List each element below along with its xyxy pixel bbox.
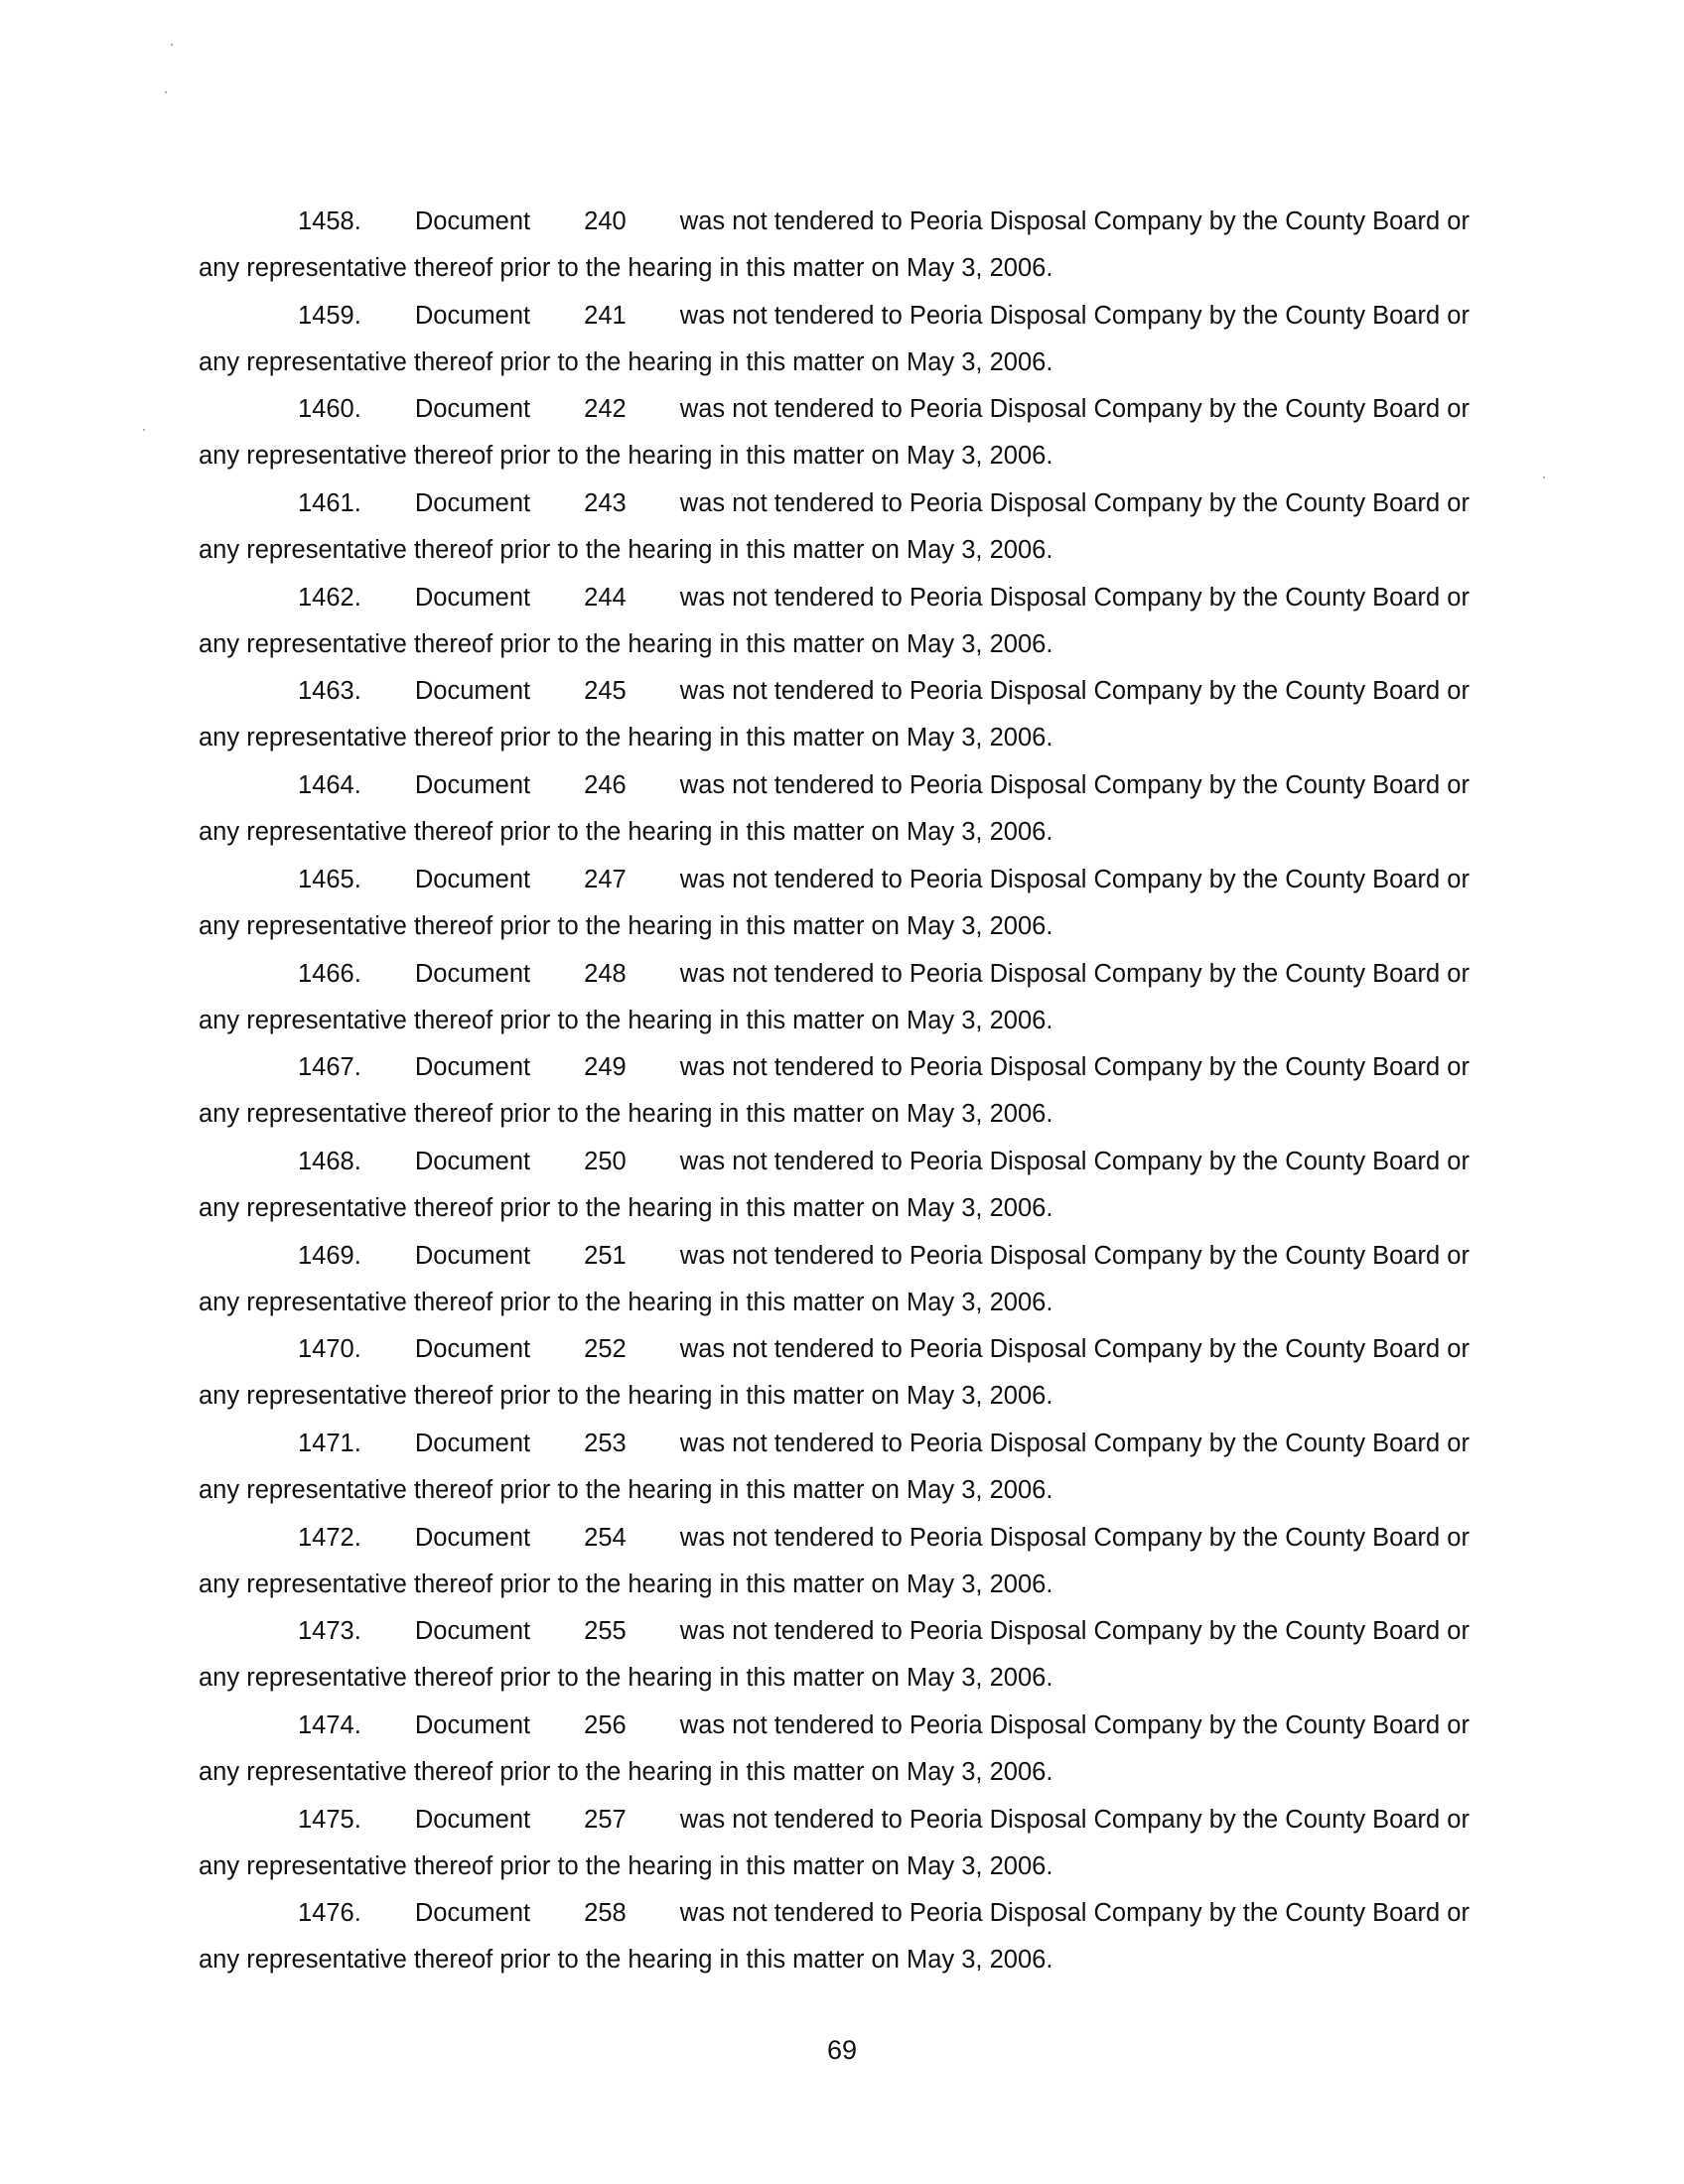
document-word: Document	[414, 959, 531, 988]
statement-text: was not tendered to Peoria Disposal Company by the County Board or	[679, 1617, 1470, 1646]
paragraph-number: 1472.	[298, 1523, 361, 1552]
statement-text: was not tendered to Peoria Disposal Company by the County Board or	[679, 1241, 1470, 1270]
paragraph-continuation: any representative thereof prior to the hearing in this matter on May 3, 2006.	[199, 1475, 1053, 1504]
numbered-paragraph	[199, 668, 1470, 762]
paragraph-number: 1462.	[298, 583, 361, 612]
document-number: 244	[584, 583, 627, 612]
document-number: 245	[584, 677, 627, 706]
numbered-paragraph	[199, 1703, 1470, 1797]
paragraph-continuation: any representative thereof prior to the hearing in this matter on May 3, 2006.	[199, 629, 1053, 658]
paragraph-continuation: any representative thereof prior to the hearing in this matter on May 3, 2006.	[199, 911, 1053, 940]
paragraph-first-line	[199, 951, 1470, 998]
document-number: 255	[584, 1617, 627, 1646]
paragraph-first-line	[199, 668, 1470, 715]
statement-text: was not tendered to Peoria Disposal Company by the County Board or	[679, 301, 1470, 330]
document-word: Document	[414, 1053, 531, 1082]
paragraph-first-line	[199, 1608, 1470, 1655]
paragraph-first-line	[199, 1233, 1470, 1280]
numbered-paragraph	[199, 575, 1470, 669]
numbered-paragraph	[199, 1515, 1470, 1609]
document-word: Document	[414, 1523, 531, 1552]
paragraph-number: 1471.	[298, 1429, 361, 1457]
paragraph-number: 1458.	[298, 207, 361, 235]
numbered-paragraph	[199, 1608, 1470, 1703]
document-number: 256	[584, 1711, 627, 1739]
numbered-paragraph	[199, 1890, 1470, 1984]
paragraph-first-line	[199, 575, 1470, 621]
paragraph-number: 1476.	[298, 1899, 361, 1928]
document-word: Document	[414, 1429, 531, 1457]
numbered-paragraph	[199, 762, 1470, 857]
document-number: 253	[584, 1429, 627, 1457]
paragraph-continuation: any representative thereof prior to the hearing in this matter on May 3, 2006.	[199, 818, 1053, 847]
statement-text: was not tendered to Peoria Disposal Company by the County Board or	[679, 771, 1470, 800]
document-number: 240	[584, 207, 627, 235]
numbered-paragraph	[199, 1326, 1470, 1421]
paragraph-continuation: any representative thereof prior to the hearing in this matter on May 3, 2006.	[199, 1193, 1053, 1222]
paragraph-continuation: any representative thereof prior to the hearing in this matter on May 3, 2006.	[199, 442, 1053, 471]
statement-text: was not tendered to Peoria Disposal Company by the County Board or	[679, 489, 1470, 518]
paragraph-number: 1465.	[298, 865, 361, 893]
paragraph-number: 1475.	[298, 1805, 361, 1834]
statement-text: was not tendered to Peoria Disposal Company by the County Board or	[679, 395, 1470, 424]
paragraph-first-line	[199, 386, 1470, 433]
statement-text: was not tendered to Peoria Disposal Company by the County Board or	[679, 1335, 1470, 1364]
document-word: Document	[414, 1147, 531, 1175]
document-number: 258	[584, 1899, 627, 1928]
scan-speck	[1543, 477, 1545, 478]
document-word: Document	[414, 1805, 531, 1834]
paragraph-number: 1469.	[298, 1241, 361, 1270]
document-word: Document	[414, 1711, 531, 1739]
paragraph-first-line	[199, 1515, 1470, 1562]
paragraph-continuation: any representative thereof prior to the hearing in this matter on May 3, 2006.	[199, 1664, 1053, 1693]
document-number: 257	[584, 1805, 627, 1834]
statement-text: was not tendered to Peoria Disposal Company by the County Board or	[679, 1147, 1470, 1175]
paragraph-number: 1470.	[298, 1335, 361, 1364]
paragraph-continuation: any representative thereof prior to the hearing in this matter on May 3, 2006.	[199, 1100, 1053, 1129]
paragraph-continuation: any representative thereof prior to the hearing in this matter on May 3, 2006.	[199, 1288, 1053, 1316]
paragraph-number: 1461.	[298, 489, 361, 518]
paragraph-first-line	[199, 1797, 1470, 1843]
scan-speck	[143, 429, 145, 431]
statement-text: was not tendered to Peoria Disposal Company by the County Board or	[679, 207, 1470, 235]
statement-text: was not tendered to Peoria Disposal Company by the County Board or	[679, 1053, 1470, 1082]
document-number: 249	[584, 1053, 627, 1082]
paragraph-first-line	[199, 293, 1470, 340]
paragraph-first-line	[199, 1044, 1470, 1091]
paragraph-continuation: any representative thereof prior to the hearing in this matter on May 3, 2006.	[199, 1570, 1053, 1598]
statement-text: was not tendered to Peoria Disposal Company by the County Board or	[679, 583, 1470, 612]
paragraph-first-line	[199, 199, 1470, 245]
paragraph-continuation: any representative thereof prior to the hearing in this matter on May 3, 2006.	[199, 1006, 1053, 1034]
numbered-paragraph	[199, 386, 1470, 480]
document-word: Document	[414, 771, 531, 800]
paragraph-first-line	[199, 762, 1470, 809]
statement-text: was not tendered to Peoria Disposal Company by the County Board or	[679, 1429, 1470, 1457]
document-number: 250	[584, 1147, 627, 1175]
paragraph-continuation: any representative thereof prior to the hearing in this matter on May 3, 2006.	[199, 1946, 1053, 1975]
paragraph-number: 1463.	[298, 677, 361, 706]
document-number: 252	[584, 1335, 627, 1364]
paragraph-first-line	[199, 857, 1470, 903]
document-word: Document	[414, 1241, 531, 1270]
numbered-paragraph	[199, 1139, 1470, 1233]
paragraph-first-line	[199, 1890, 1470, 1937]
paragraph-continuation: any representative thereof prior to the hearing in this matter on May 3, 2006.	[199, 254, 1053, 282]
statement-text: was not tendered to Peoria Disposal Company by the County Board or	[679, 1899, 1470, 1928]
paragraph-number: 1467.	[298, 1053, 361, 1082]
numbered-paragraph	[199, 1421, 1470, 1515]
paragraph-first-line	[199, 1703, 1470, 1749]
document-body	[199, 199, 1470, 1984]
paragraph-number: 1466.	[298, 959, 361, 988]
statement-text: was not tendered to Peoria Disposal Company by the County Board or	[679, 1711, 1470, 1739]
paragraph-continuation: any representative thereof prior to the hearing in this matter on May 3, 2006.	[199, 347, 1053, 376]
document-word: Document	[414, 1899, 531, 1928]
numbered-paragraph	[199, 293, 1470, 387]
numbered-paragraph	[199, 1797, 1470, 1891]
document-number: 246	[584, 771, 627, 800]
document-number: 242	[584, 395, 627, 424]
statement-text: was not tendered to Peoria Disposal Company by the County Board or	[679, 1523, 1470, 1552]
document-number: 247	[584, 865, 627, 893]
document-word: Document	[414, 865, 531, 893]
document-number: 248	[584, 959, 627, 988]
page-number: 69	[826, 2035, 858, 2065]
numbered-paragraph	[199, 951, 1470, 1045]
document-word: Document	[414, 677, 531, 706]
paragraph-continuation: any representative thereof prior to the hearing in this matter on May 3, 2006.	[199, 1851, 1053, 1880]
document-word: Document	[414, 395, 531, 424]
document-word: Document	[414, 1335, 531, 1364]
paragraph-first-line	[199, 480, 1470, 527]
document-word: Document	[414, 301, 531, 330]
document-number: 251	[584, 1241, 627, 1270]
document-word: Document	[414, 489, 531, 518]
numbered-paragraph	[199, 1044, 1470, 1139]
statement-text: was not tendered to Peoria Disposal Company by the County Board or	[679, 865, 1470, 893]
statement-text: was not tendered to Peoria Disposal Company by the County Board or	[679, 1805, 1470, 1834]
document-word: Document	[414, 583, 531, 612]
paragraph-continuation: any representative thereof prior to the hearing in this matter on May 3, 2006.	[199, 1382, 1053, 1411]
document-number: 254	[584, 1523, 627, 1552]
scan-speck	[171, 44, 173, 46]
paragraph-first-line	[199, 1139, 1470, 1185]
paragraph-number: 1459.	[298, 301, 361, 330]
paragraph-continuation: any representative thereof prior to the hearing in this matter on May 3, 2006.	[199, 1758, 1053, 1786]
scan-speck	[165, 91, 167, 93]
document-word: Document	[414, 1617, 531, 1646]
numbered-paragraph	[199, 1233, 1470, 1327]
numbered-paragraph	[199, 480, 1470, 575]
statement-text: was not tendered to Peoria Disposal Company by the County Board or	[679, 677, 1470, 706]
document-number: 241	[584, 301, 627, 330]
paragraph-number: 1468.	[298, 1147, 361, 1175]
paragraph-number: 1473.	[298, 1617, 361, 1646]
numbered-paragraph	[199, 857, 1470, 951]
paragraph-first-line	[199, 1421, 1470, 1467]
statement-text: was not tendered to Peoria Disposal Company by the County Board or	[679, 959, 1470, 988]
document-word: Document	[414, 207, 531, 235]
paragraph-number: 1460.	[298, 395, 361, 424]
paragraph-number: 1464.	[298, 771, 361, 800]
paragraph-continuation: any representative thereof prior to the hearing in this matter on May 3, 2006.	[199, 724, 1053, 752]
paragraph-number: 1474.	[298, 1711, 361, 1739]
paragraph-continuation: any representative thereof prior to the hearing in this matter on May 3, 2006.	[199, 536, 1053, 565]
document-number: 243	[584, 489, 627, 518]
numbered-paragraph	[199, 199, 1470, 293]
paragraph-first-line	[199, 1326, 1470, 1373]
